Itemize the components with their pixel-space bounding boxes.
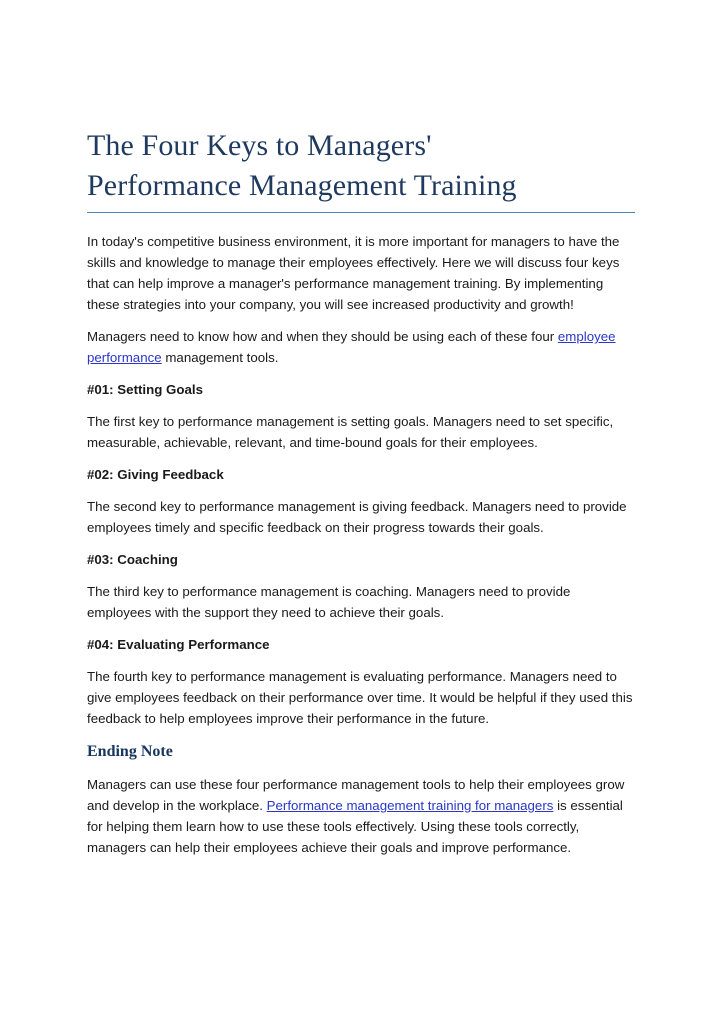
key-3-heading: #03: Coaching xyxy=(87,552,178,567)
key-2-text: The second key to performance management is giving feedback. Managers need to provide employees timely and specific feedback on their progress towards their goals. xyxy=(87,499,627,535)
key-2-heading: #02: Giving Feedback xyxy=(87,467,224,482)
document-title xyxy=(87,126,635,213)
ending-text-before: Managers can use these four performance management tools to help their employees grow and develop in the workplace. xyxy=(87,777,625,813)
title-line-1: The Four Keys to Managers' xyxy=(87,129,432,162)
key-3-text: The third key to performance management is coaching. Managers need to provide employees with the support they need to achieve their goals. xyxy=(87,584,571,620)
tools-text-after: management tools. xyxy=(161,350,279,365)
intro-paragraph: In today's competitive business environment, it is more important for managers to have the skills and knowledge to manage their employees effectively. Here we will discuss four keys that can help improve a manager's performance management training. By implementing these strategies into your company, you will see increased productivity and growth! xyxy=(87,234,620,312)
ending-paragraph xyxy=(87,774,635,858)
training-for-managers-link[interactable]: Performance management training for managers xyxy=(266,798,554,813)
ending-text-after: is essential for helping them learn how to use these tools effectively. Using these tools correctly, managers can help their employees achieve their goals and improve performance. xyxy=(87,798,623,855)
key-1-text: The first key to performance management is setting goals. Managers need to set specific, measurable, achievable, relevant, and time-bound goals for their employees. xyxy=(87,414,614,450)
document-page xyxy=(87,126,635,858)
tools-paragraph xyxy=(87,326,635,368)
employee-performance-link[interactable]: employee performance xyxy=(87,329,616,365)
key-4-text: The fourth key to performance management is evaluating performance. Managers need to give employees feedback on their performance over time. It would be helpful if they used this feedback to help employees improve their performance in the future. xyxy=(87,669,633,726)
tools-text-before: Managers need to know how and when they should be using each of these four xyxy=(87,329,558,344)
key-4-heading: #04: Evaluating Performance xyxy=(87,637,270,652)
ending-note-heading: Ending Note xyxy=(87,743,173,760)
title-line-2: Performance Management Training xyxy=(87,169,517,202)
key-1-heading: #01: Setting Goals xyxy=(87,382,204,397)
